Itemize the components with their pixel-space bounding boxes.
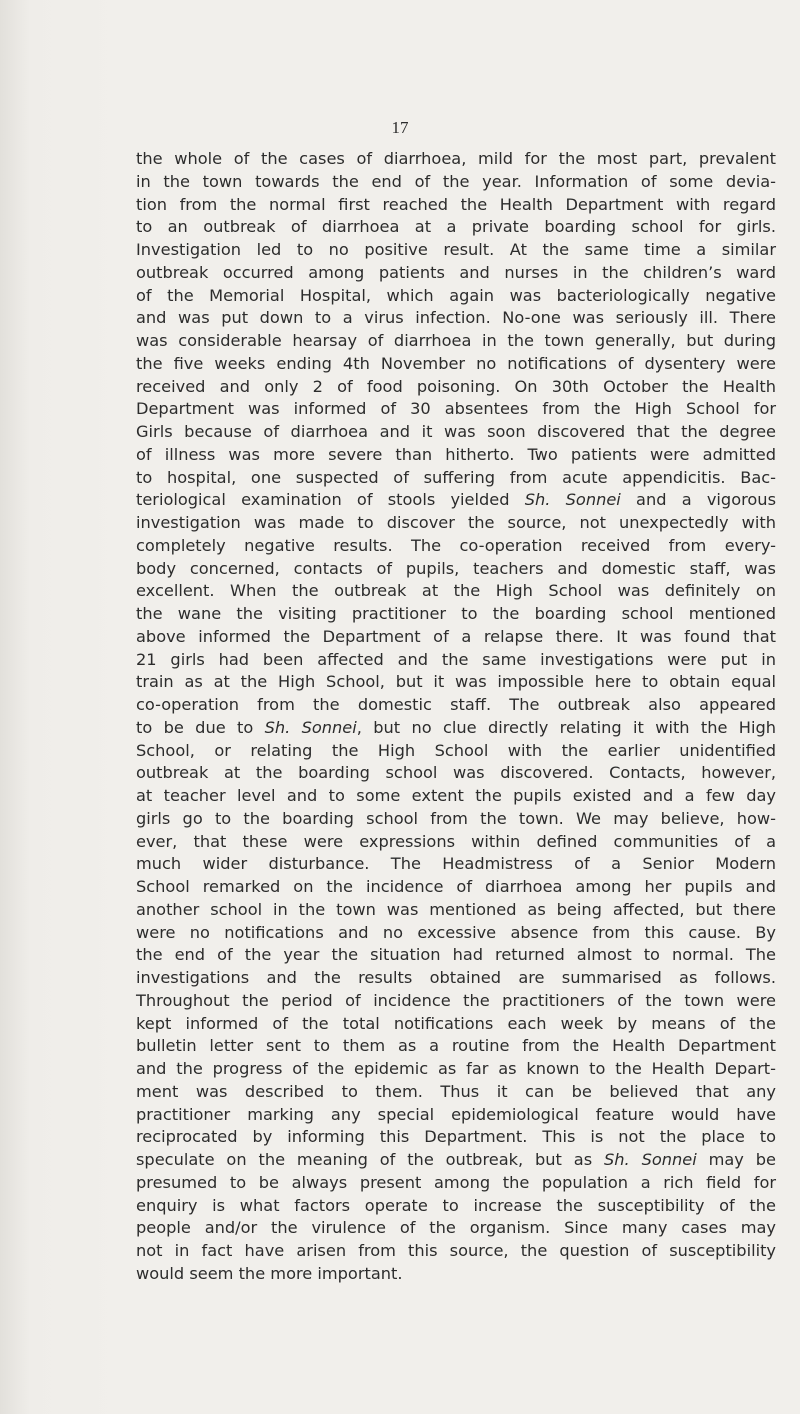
text-line: teriological examination of stools yielded Sh. Sonnei and a vigorous [136,490,776,510]
text-line: were no notifications and no excessive absence from this cause. By [136,922,776,942]
text-line: much wider disturbance. The Headmistress of a Senior Modern [136,854,776,874]
body-paragraph [136,148,776,1286]
text-line: to an outbreak of diarrhoea at a private boarding school for girls. [136,217,776,237]
text-line: Department was informed of 30 absentees from the High School for [136,399,776,419]
text-line: and the progress of the epidemic as far as known to the Health Depart- [136,1059,776,1078]
text-line: investigation was made to discover the source, not unexpectedly with [136,513,776,532]
text-line: would seem the more important. [136,1263,403,1283]
text-line: of the Memorial Hospital, which again was bacteriologically negative [136,285,776,305]
text-line: 21 girls had been affected and the same investigations were put in [136,649,776,669]
text-line: outbreak occurred among patients and nurses in the children’s ward [136,262,776,282]
text-line: bulletin letter sent to them as a routine from the Health Department [136,1036,776,1056]
text-line: ment was described to them. Thus it can be believed that any [136,1081,776,1101]
text-line: practitioner marking any special epidemiological feature would have [136,1104,776,1124]
text-line: not in fact have arisen from this source, the question of susceptibility [136,1241,776,1260]
text-line: of illness was more severe than hitherto. Two patients were admitted [136,444,776,464]
text-line: another school in the town was mentioned as being affected, but there [136,899,776,919]
page-number: 17 [391,118,409,137]
text-line: School, or relating the High School with the earlier unidentified [136,740,776,760]
text-line: excellent. When the outbreak at the High School was definitely on [136,581,776,601]
text-line: was considerable hearsay of diarrhoea in the town generally, but during [136,331,776,350]
text-line: enquiry is what factors operate to increase the susceptibility of the [136,1195,776,1215]
text-line: to hospital, one suspected of suffering from acute appendicitis. Bac- [136,467,776,487]
text-line: Girls because of diarrhoea and it was soon discovered that the degree [136,422,776,441]
text-line: speculate on the meaning of the outbreak, but as Sh. Sonnei may be [136,1150,776,1169]
text-line: School remarked on the incidence of diarrhoea among her pupils and [136,877,776,896]
text-line: presumed to be always present among the population a rich field for [136,1172,776,1192]
text-line: tion from the normal first reached the Health Department with regard [136,194,776,214]
text-line: ever, that these were expressions within defined communities of a [136,831,776,851]
text-line: train as at the High School, but it was impossible here to obtain equal [136,672,776,692]
text-line: and was put down to a virus infection. No-one was seriously ill. There [136,308,776,328]
organism-name: Sh. Sonnei [604,1150,697,1169]
text-line: co-operation from the domestic staff. The outbreak also appeared [136,695,776,714]
text-line: girls go to the boarding school from the town. We may believe, how- [136,808,776,828]
text-line: body concerned, contacts of pupils, teachers and domestic staff, was [136,558,776,578]
text-line: the wane the visiting practitioner to the boarding school mentioned [136,604,776,623]
text-line: received and only 2 of food poisoning. On 30th October the Health [136,376,776,396]
text-line: kept informed of the total notifications each week by means of the [136,1013,776,1033]
text-line: in the town towards the end of the year. Information of some devia- [136,171,776,191]
text-line: completely negative results. The co-operation received from every- [136,535,776,555]
organism-name: Sh. Sonnei [524,490,621,510]
text-line: outbreak at the boarding school was discovered. Contacts, however, [136,763,776,783]
text-line: Throughout the period of incidence the practitioners of the town were [136,990,776,1010]
text-line: Investigation led to no positive result. At the same time a similar [136,240,776,259]
text-line: to be due to Sh. Sonnei, but no clue directly relating it with the High [136,717,777,737]
organism-name: Sh. Sonnei [264,717,357,737]
text-line: reciprocated by informing this Department. This is not the place to [136,1127,776,1147]
text-line: the whole of the cases of diarrhoea, mild for the most part, prevalent [136,149,776,168]
text-line: the end of the year the situation had returned almost to normal. The [136,945,776,965]
text-line: at teacher level and to some extent the pupils existed and a few day [136,786,776,805]
text-line: above informed the Department of a relapse there. It was found that [136,626,776,646]
text-line: people and/or the virulence of the organism. Since many cases may [136,1218,776,1238]
text-line: the five weeks ending 4th November no notifications of dysentery were [136,353,776,373]
text-line: investigations and the results obtained are summarised as follows. [136,968,776,987]
